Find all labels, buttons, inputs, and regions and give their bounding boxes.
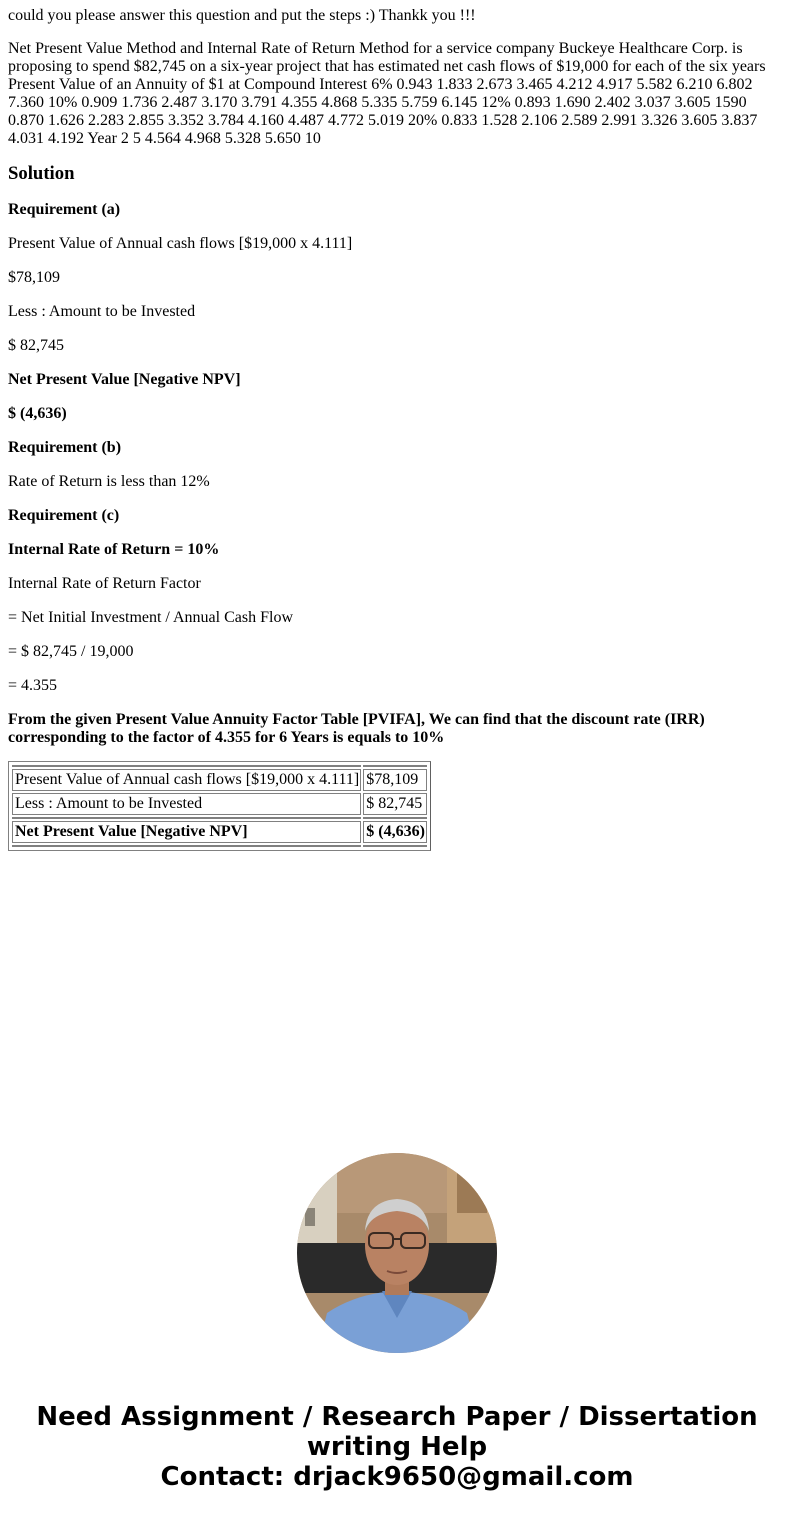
promo-text (0, 1402, 794, 1492)
tutor-portrait-icon (297, 1153, 497, 1353)
table-separator-row (12, 765, 427, 767)
table-separator-row (12, 817, 427, 819)
row-label: Present Value of Annual cash flows [$19,000 x 4.111] (12, 769, 361, 791)
solution-line: Present Value of Annual cash flows [$19,000 x 4.111] (8, 235, 353, 252)
separator-cell (363, 845, 427, 847)
separator-cell (12, 817, 361, 819)
separator-cell (363, 817, 427, 819)
question-body: Net Present Value Method and Internal Rate of Return Method for a service company Buckeye Healthcare Corp. is proposing to spend $82,745 on a six-year project that has estimated net cash flows of $19,000 for each of the six years Present Value of an Annuity of $1 at Compound Interest 6% 0.943 1.833 2.673 3.465 4.212 4.917 5.582 6.210 6.802 7.360 10% 0.909 1.736 2.487 3.170 3.791 4.355 4.868 5.335 5.759 6.145 12% 0.893 1.690 2.402 3.037 3.605 1590 0.870 1.626 2.283 2.855 3.352 3.784 4.160 4.487 4.772 5.019 20% 0.833 1.528 2.106 2.589 2.991 3.326 3.605 3.837 4.031 4.192 Year 2 5 4.564 4.968 5.328 5.650 10 (8, 40, 766, 147)
solution-line: Requirement (b) (8, 439, 122, 456)
promo-line-1: Need Assignment / Research Paper / Dissertation (36, 1402, 758, 1432)
row-value: $ 82,745 (363, 793, 427, 815)
question-intro: could you please answer this question and put the steps :) Thankk you !!! (8, 7, 476, 24)
table-separator-row (12, 845, 427, 847)
solution-heading: Solution (8, 163, 75, 184)
solution-line: = 4.355 (8, 677, 58, 694)
table-row (12, 793, 427, 815)
separator-cell (12, 765, 361, 767)
separator-cell (12, 845, 361, 847)
row-value: $ (4,636) (363, 821, 427, 843)
solution-line: Rate of Return is less than 12% (8, 473, 210, 490)
solution-line: From the given Present Value Annuity Factor Table [PVIFA], We can find that the discount rate (IRR) corresponding to the factor of 4.355 for 6 Years is equals to 10% (8, 711, 705, 746)
solution-line: $ 82,745 (8, 337, 64, 354)
promo-footer (0, 1153, 794, 1492)
solution-line: Internal Rate of Return = 10% (8, 541, 220, 558)
solution-line: Less : Amount to be Invested (8, 303, 196, 320)
solution-steps (8, 201, 786, 747)
npv-summary-table (8, 761, 431, 851)
separator-cell (363, 765, 427, 767)
table-row (12, 821, 427, 843)
solution-line: Requirement (a) (8, 201, 121, 218)
promo-line-2: writing Help (306, 1432, 488, 1462)
solution-line: Requirement (c) (8, 507, 120, 524)
table-row (12, 769, 427, 791)
solution-line: = Net Initial Investment / Annual Cash Flow (8, 609, 293, 626)
row-label: Less : Amount to be Invested (12, 793, 361, 815)
row-label: Net Present Value [Negative NPV] (12, 821, 361, 843)
solution-line: Internal Rate of Return Factor (8, 575, 201, 592)
solution-line: = $ 82,745 / 19,000 (8, 643, 134, 660)
solution-line: $78,109 (8, 269, 60, 286)
promo-contact: Contact: drjack9650@gmail.com (160, 1462, 634, 1492)
solution-line: $ (4,636) (8, 405, 67, 422)
row-value: $78,109 (363, 769, 427, 791)
solution-line: Net Present Value [Negative NPV] (8, 371, 241, 388)
